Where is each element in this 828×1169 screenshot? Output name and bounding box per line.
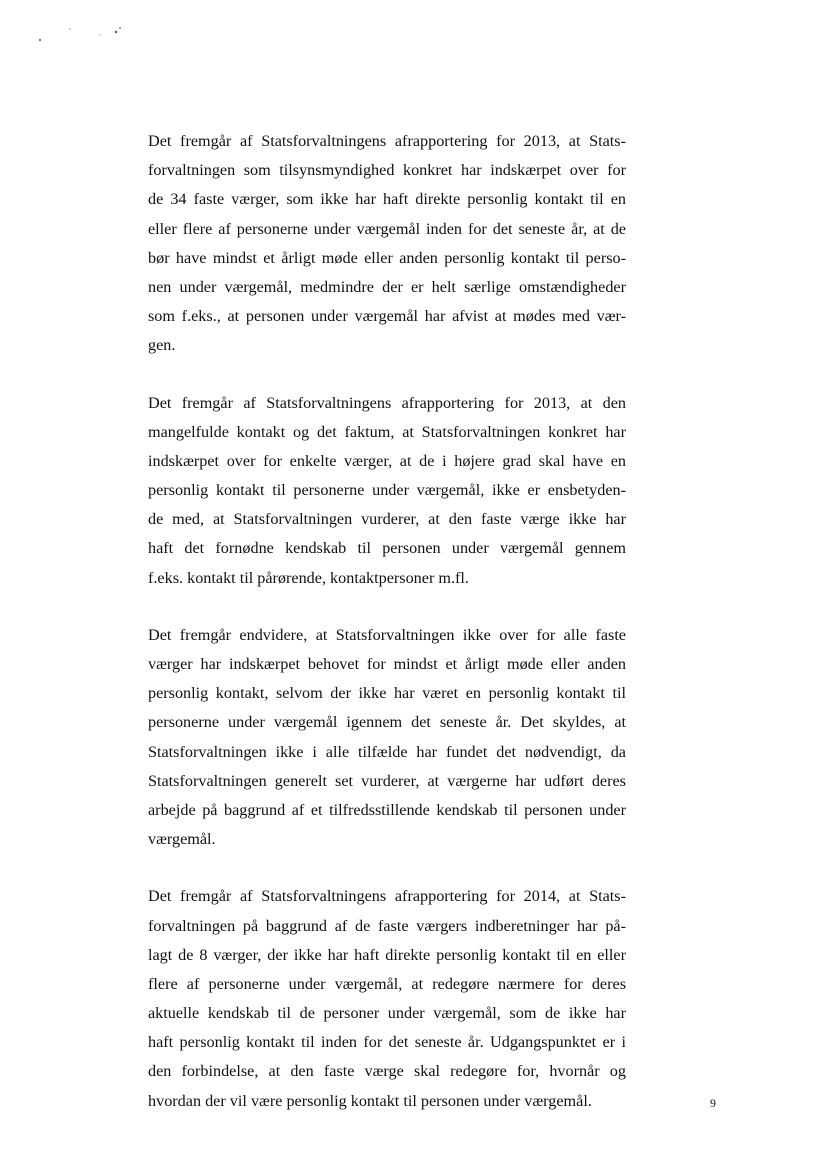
paragraph-1 bbox=[148, 127, 626, 361]
paragraph-2 bbox=[148, 389, 626, 593]
text-line: f.eks. kontakt til pårørende, kontaktpersoner m.fl. bbox=[148, 568, 469, 587]
text-line: de 34 faste værger, som ikke har haft direkte personlig kontakt til en bbox=[148, 190, 626, 209]
text-line: haft personlig kontakt til inden for det seneste år. Udgangspunktet er i bbox=[148, 1033, 626, 1052]
text-line: gen. bbox=[148, 336, 176, 355]
text-line: Det fremgår af Statsforvaltningens afrapportering for 2013, at Stats- bbox=[148, 132, 626, 150]
text-line: bør have mindst et årligt møde eller anden personlig kontakt til perso- bbox=[148, 248, 626, 267]
text-line: værger har indskærpet behovet for mindst et årligt møde eller anden bbox=[148, 655, 626, 673]
text-line: flere af personerne under værgemål, at redegøre nærmere for deres bbox=[148, 974, 626, 993]
text-line: hvordan der vil være personlig kontakt til personen under værgemål. bbox=[148, 1091, 592, 1110]
text-line: værgemål. bbox=[148, 830, 216, 849]
text-line: de med, at Statsforvaltningen vurderer, at den faste værge ikke har bbox=[148, 510, 626, 529]
text-line: indskærpet over for enkelte værger, at de i højere grad skal have en bbox=[148, 451, 626, 470]
text-line: forvaltningen på baggrund af de faste værgers indberetninger har på- bbox=[148, 916, 626, 935]
text-line: forvaltningen som tilsynsmyndighed konkret har indskærpet over for bbox=[148, 161, 626, 180]
text-line: Det fremgår endvidere, at Statsforvaltningen ikke over for alle faste bbox=[148, 625, 626, 644]
text-line: Statsforvaltningen ikke i alle tilfælde har fundet det nødvendigt, da bbox=[148, 742, 626, 761]
text-line: haft det fornødne kendskab til personen under værgemål gennem bbox=[148, 539, 626, 558]
text-line: personlig kontakt til personerne under værgemål, ikke er ensbetyden- bbox=[148, 481, 626, 500]
text-line: Det fremgår af Statsforvaltningens afrapportering for 2013, at den bbox=[148, 393, 626, 412]
text-line: Statsforvaltningen generelt set vurderer, at værgerne har udført deres bbox=[148, 771, 626, 790]
scan-specks bbox=[30, 20, 130, 60]
text-line: mangelfulde kontakt og det faktum, at Statsforvaltningen konkret har bbox=[148, 422, 626, 441]
text-line: personlig kontakt, selvom der ikke har været en personlig kontakt til bbox=[148, 684, 626, 703]
paragraph-4 bbox=[148, 882, 626, 1116]
page-number: 9 bbox=[710, 1096, 716, 1110]
text-line: den forbindelse, at den faste værge skal redegøre for, hvornår og bbox=[148, 1062, 626, 1081]
text-line: aktuelle kendskab til de personer under værgemål, som de ikke har bbox=[148, 1004, 626, 1023]
text-line: Det fremgår af Statsforvaltningens afrapportering for 2014, at Stats- bbox=[148, 887, 626, 906]
document-body bbox=[148, 127, 626, 1144]
text-line: lagt de 8 værger, der ikke har haft direkte personlig kontakt til en eller bbox=[148, 945, 626, 964]
text-line: arbejde på baggrund af et tilfredsstillende kendskab til personen under bbox=[148, 800, 626, 819]
text-line: personerne under værgemål igennem det seneste år. Det skyldes, at bbox=[148, 713, 626, 732]
text-line: som f.eks., at personen under værgemål har afvist at mødes med vær- bbox=[148, 307, 626, 326]
paragraph-3 bbox=[148, 621, 626, 855]
text-line: eller flere af personerne under værgemål inden for det seneste år, at de bbox=[148, 219, 626, 238]
text-line: nen under værgemål, medmindre der er helt særlige omstændigheder bbox=[148, 277, 626, 296]
